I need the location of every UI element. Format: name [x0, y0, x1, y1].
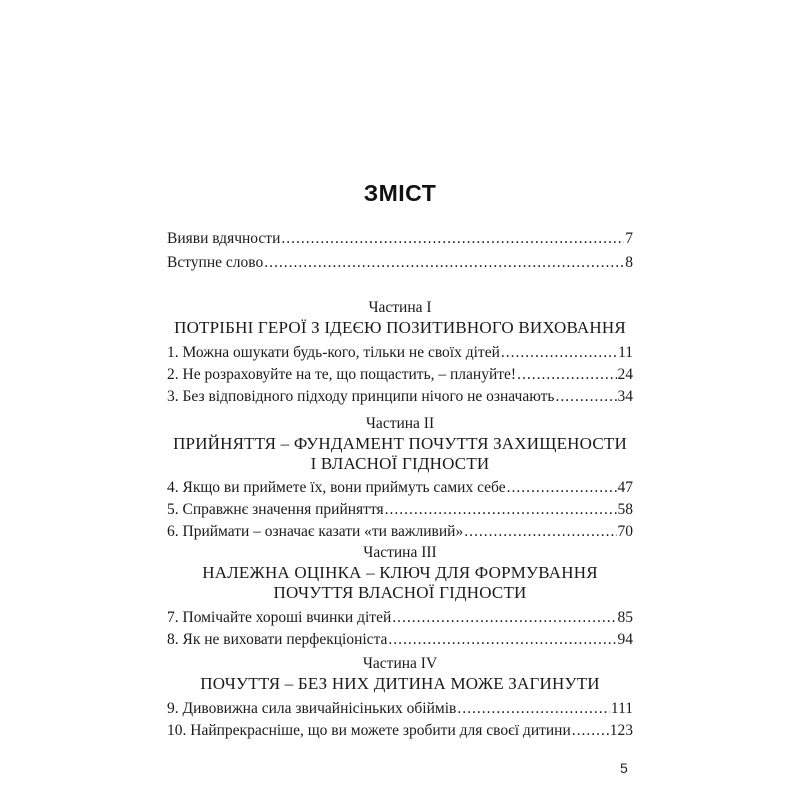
dot-leader — [501, 344, 617, 362]
toc-entry[interactable] — [167, 226, 633, 248]
dot-leader — [392, 609, 616, 627]
toc-entry[interactable] — [167, 362, 633, 384]
entry-page: 47 — [617, 479, 633, 496]
part-label: Частина I — [368, 299, 432, 316]
part-heading: ПРИЙНЯТТЯ – ФУНДАМЕНТ ПОЧУТТЯ ЗАХИЩЕНОСТИ — [173, 434, 627, 453]
entry-title: Вияви вдячности — [167, 230, 281, 247]
entry-title: 4. Якщо ви приймете їх, вони приймуть самих себе — [167, 479, 506, 496]
dot-leader — [507, 479, 617, 497]
toc-entry[interactable] — [167, 519, 633, 541]
dot-leader — [464, 523, 616, 541]
entry-title: 9. Дивовижна сила звичайнісіньких обіймів — [167, 700, 457, 717]
dot-leader — [281, 230, 624, 248]
entry-page: 58 — [617, 501, 633, 518]
dot-leader — [517, 366, 616, 384]
entry-title: 7. Помічайте хороші вчинки дітей — [167, 609, 392, 626]
table-of-contents — [167, 0, 633, 800]
page-number: 5 — [620, 760, 628, 776]
entry-page: 7 — [625, 230, 633, 247]
dot-leader — [385, 501, 617, 519]
dot-leader — [572, 722, 609, 740]
part-label: Частина IV — [362, 655, 438, 672]
entry-page: 11 — [618, 344, 633, 361]
entry-page: 94 — [617, 631, 633, 648]
part-label: Частина III — [363, 544, 437, 561]
entry-title: 3. Без відповідного підходу принципи нічого не означають — [167, 388, 555, 405]
toc-entry[interactable] — [167, 627, 633, 649]
toc-entry[interactable] — [167, 497, 633, 519]
toc-entry[interactable] — [167, 696, 633, 718]
part-label: Частина II — [365, 415, 435, 432]
entry-page: 24 — [617, 366, 633, 383]
entry-title: 2. Не розраховуйте на те, що пощастить, – плануйте! — [167, 366, 517, 383]
entry-title: 8. Як не виховати перфекціоніста — [167, 631, 388, 648]
toc-entry[interactable] — [167, 605, 633, 627]
entry-title: 5. Справжнє значення прийняття — [167, 501, 384, 518]
entry-page: 34 — [617, 388, 633, 405]
entry-page: 111 — [610, 700, 633, 717]
toc-entry[interactable] — [167, 718, 633, 740]
entry-title: Вступне слово — [167, 254, 264, 271]
part-heading: ПОЧУТТЯ – БЕЗ НИХ ДИТИНА МОЖЕ ЗАГИНУТИ — [200, 674, 600, 693]
toc-entry[interactable] — [167, 384, 633, 406]
dot-leader — [264, 254, 624, 272]
page-title: ЗМІСТ — [363, 180, 437, 206]
entry-title: 10. Найпрекрасніше, що ви можете зробити для своєї дитини — [167, 722, 571, 739]
toc-entry[interactable] — [167, 250, 633, 272]
dot-leader — [388, 631, 616, 649]
entry-page: 85 — [617, 609, 633, 626]
entry-page: 70 — [617, 523, 633, 540]
part-heading: НАЛЕЖНА ОЦІНКА – КЛЮЧ ДЛЯ ФОРМУВАННЯ — [202, 563, 598, 582]
entry-title: 6. Приймати – означає казати «ти важливий» — [167, 523, 464, 540]
part-heading-line2: ПОЧУТТЯ ВЛАСНОЇ ГІДНОСТИ — [273, 583, 527, 602]
entry-page: 123 — [609, 722, 633, 739]
entry-title: 1. Можна ошукати будь-кого, тільки не своїх дітей — [167, 344, 500, 361]
dot-leader — [555, 388, 616, 406]
part-heading-line2: І ВЛАСНОЇ ГІДНОСТИ — [310, 454, 490, 473]
toc-entry[interactable] — [167, 475, 633, 497]
toc-entry[interactable] — [167, 340, 633, 362]
entry-page: 8 — [625, 254, 633, 271]
dot-leader — [457, 700, 610, 718]
part-heading: ПОТРІБНІ ГЕРОЇ З ІДЕЄЮ ПОЗИТИВНОГО ВИХОВАННЯ — [174, 318, 626, 337]
